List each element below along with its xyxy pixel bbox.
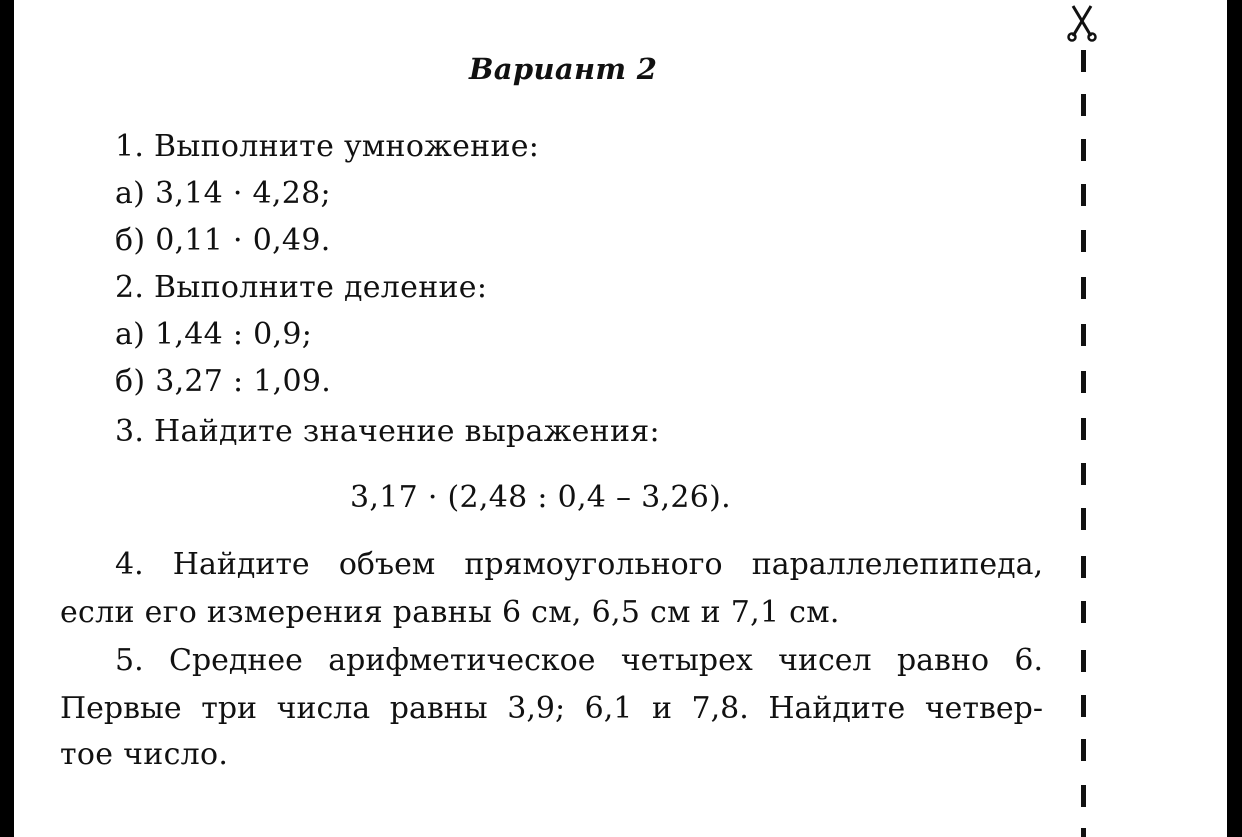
task1-heading: 1. Выполните умножение: (115, 129, 540, 164)
task2-part-a: а) 1,44 : 0,9; (115, 317, 313, 352)
task5-line1: 5. Среднее арифметическое четырех чисел равно 6. (115, 643, 1043, 678)
task3-heading: 3. Найдите значение выражения: (115, 414, 660, 449)
worksheet-page (14, 0, 1227, 837)
task5-line2: Первые три числа равны 3,9; 6,1 и 7,8. Найдите четвер- (60, 691, 1043, 726)
task1-part-b: б) 0,11 · 0,49. (115, 223, 331, 258)
variant-title: Вариант 2 (469, 52, 658, 86)
task1-part-a: а) 3,14 · 4,28; (115, 176, 331, 211)
task2-part-b: б) 3,27 : 1,09. (115, 364, 332, 399)
task4-line2: если его измерения равны 6 см, 6,5 см и 7,1 см. (60, 595, 840, 630)
cut-line (1077, 0, 1091, 837)
task2-heading: 2. Выполните деление: (115, 270, 488, 305)
task5-line3: тое число. (60, 737, 229, 772)
task3-expression: 3,17 · (2,48 : 0,4 – 3,26). (350, 480, 732, 515)
task4-line1: 4. Найдите объем прямоугольного параллелепипеда, (115, 547, 1043, 582)
